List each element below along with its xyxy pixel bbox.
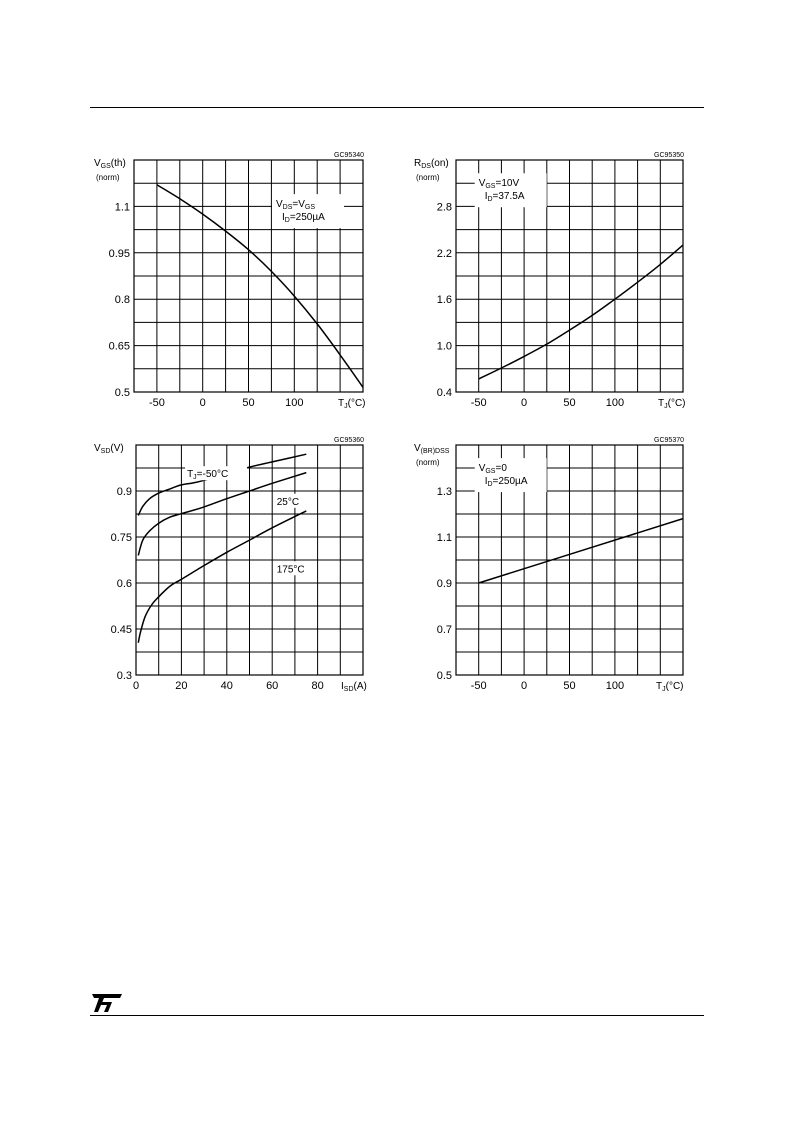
x-tick-label: -50 — [470, 397, 487, 409]
y-tick-label: 1.0 — [436, 340, 452, 353]
x-tick-label: -50 — [148, 397, 165, 409]
y-axis-unit: (norm) — [96, 173, 120, 182]
x-tick-label: 40 — [220, 680, 233, 692]
x-axis-label: $T_J(^\circ C)$ — [658, 398, 686, 410]
condition-annotation: $I_D=250\mu A$ — [281, 212, 325, 225]
y-tick-label: 0.65 — [108, 340, 130, 353]
x-axis-label: $T_J(^\circ C)$ — [656, 681, 684, 693]
y-tick-label: 0.9 — [436, 578, 452, 590]
y-tick-label: 0.7 — [436, 624, 452, 636]
y-tick-label: 0.45 — [110, 624, 132, 636]
x-tick-label: 20 — [175, 680, 188, 692]
st-logo — [88, 992, 130, 1014]
x-tick-label: 0 — [199, 397, 206, 409]
y-tick-label: 1.6 — [436, 294, 452, 307]
y-tick-label: 0.5 — [114, 387, 130, 399]
condition-annotation: $I_D=250\mu A$ — [484, 476, 528, 489]
x-axis-label: $I_{SD}(A)$ — [341, 681, 367, 693]
y-tick-label: 0.4 — [436, 387, 452, 399]
y-tick-label: 0.95 — [108, 247, 130, 260]
x-tick-label: 100 — [605, 397, 625, 409]
series-label: 175°C — [276, 564, 305, 576]
y-axis-unit: (norm) — [416, 173, 440, 182]
condition-annotation: $V_{DS}=V_{GS}$ — [275, 199, 316, 212]
condition-annotation: $V_{GS}=0$ — [478, 463, 507, 476]
y-tick-label: 0.75 — [110, 532, 132, 544]
series-label: 25°C — [276, 496, 300, 508]
condition-annotation: $I_D=37.5A$ — [484, 191, 525, 204]
y-tick-label: 1.1 — [436, 532, 452, 544]
figure-code: GC95360 — [334, 437, 364, 444]
x-tick-label: 50 — [242, 397, 255, 409]
y-tick-label: 1.3 — [436, 486, 452, 498]
x-tick-label: -50 — [470, 680, 487, 692]
x-tick-label: 0 — [521, 680, 528, 692]
y-axis-label: $R_{DS}(on)$ — [414, 158, 449, 170]
grid — [136, 445, 363, 675]
y-tick-label: 0.5 — [436, 670, 452, 682]
series-label: $T_J=-50^\circ C$ — [187, 469, 229, 482]
x-tick-label: 80 — [311, 680, 324, 692]
figure-code: GC95370 — [654, 437, 684, 444]
y-tick-label: 0.3 — [116, 670, 132, 682]
figure-code: GC95350 — [654, 152, 684, 159]
series-line — [479, 245, 683, 379]
figure-code: GC95340 — [334, 152, 364, 159]
footer-rule — [90, 1015, 704, 1016]
y-tick-label: 0.8 — [114, 294, 130, 307]
x-tick-label: 60 — [266, 680, 279, 692]
breakdown-voltage-vs-temperature-chart — [400, 435, 710, 710]
condition-annotation: $V_{GS}=10V$ — [478, 178, 520, 191]
y-axis-unit: (norm) — [416, 458, 440, 467]
y-axis-label: $V_{GS}(th)$ — [94, 158, 126, 170]
x-tick-label: 100 — [285, 397, 304, 409]
rds-on-vs-temperature-chart — [400, 150, 710, 425]
y-tick-label: 0.9 — [116, 486, 132, 498]
header-rule — [90, 107, 704, 108]
x-tick-label: 100 — [605, 680, 625, 692]
y-tick-label: 1.1 — [114, 201, 130, 214]
x-axis-label: $T_J(^\circ C)$ — [338, 398, 366, 410]
y-axis-label: $V_{(BR)DSS}$ — [414, 443, 450, 455]
y-tick-label: 2.8 — [436, 201, 452, 214]
x-tick-label: 50 — [563, 397, 576, 409]
x-tick-label: 50 — [563, 680, 576, 692]
x-tick-label: 0 — [521, 397, 528, 409]
y-tick-label: 2.2 — [436, 247, 452, 260]
x-tick-label: 0 — [132, 680, 140, 692]
y-axis-label: $V_{SD}(V)$ — [94, 443, 124, 455]
series-line — [479, 519, 683, 583]
series-line — [138, 511, 306, 643]
st-logo-text: ST — [128, 992, 130, 993]
source-drain-diode-forward-chart — [60, 435, 380, 710]
y-tick-label: 0.6 — [116, 578, 132, 590]
vgs-th-vs-temperature-chart — [60, 150, 380, 425]
